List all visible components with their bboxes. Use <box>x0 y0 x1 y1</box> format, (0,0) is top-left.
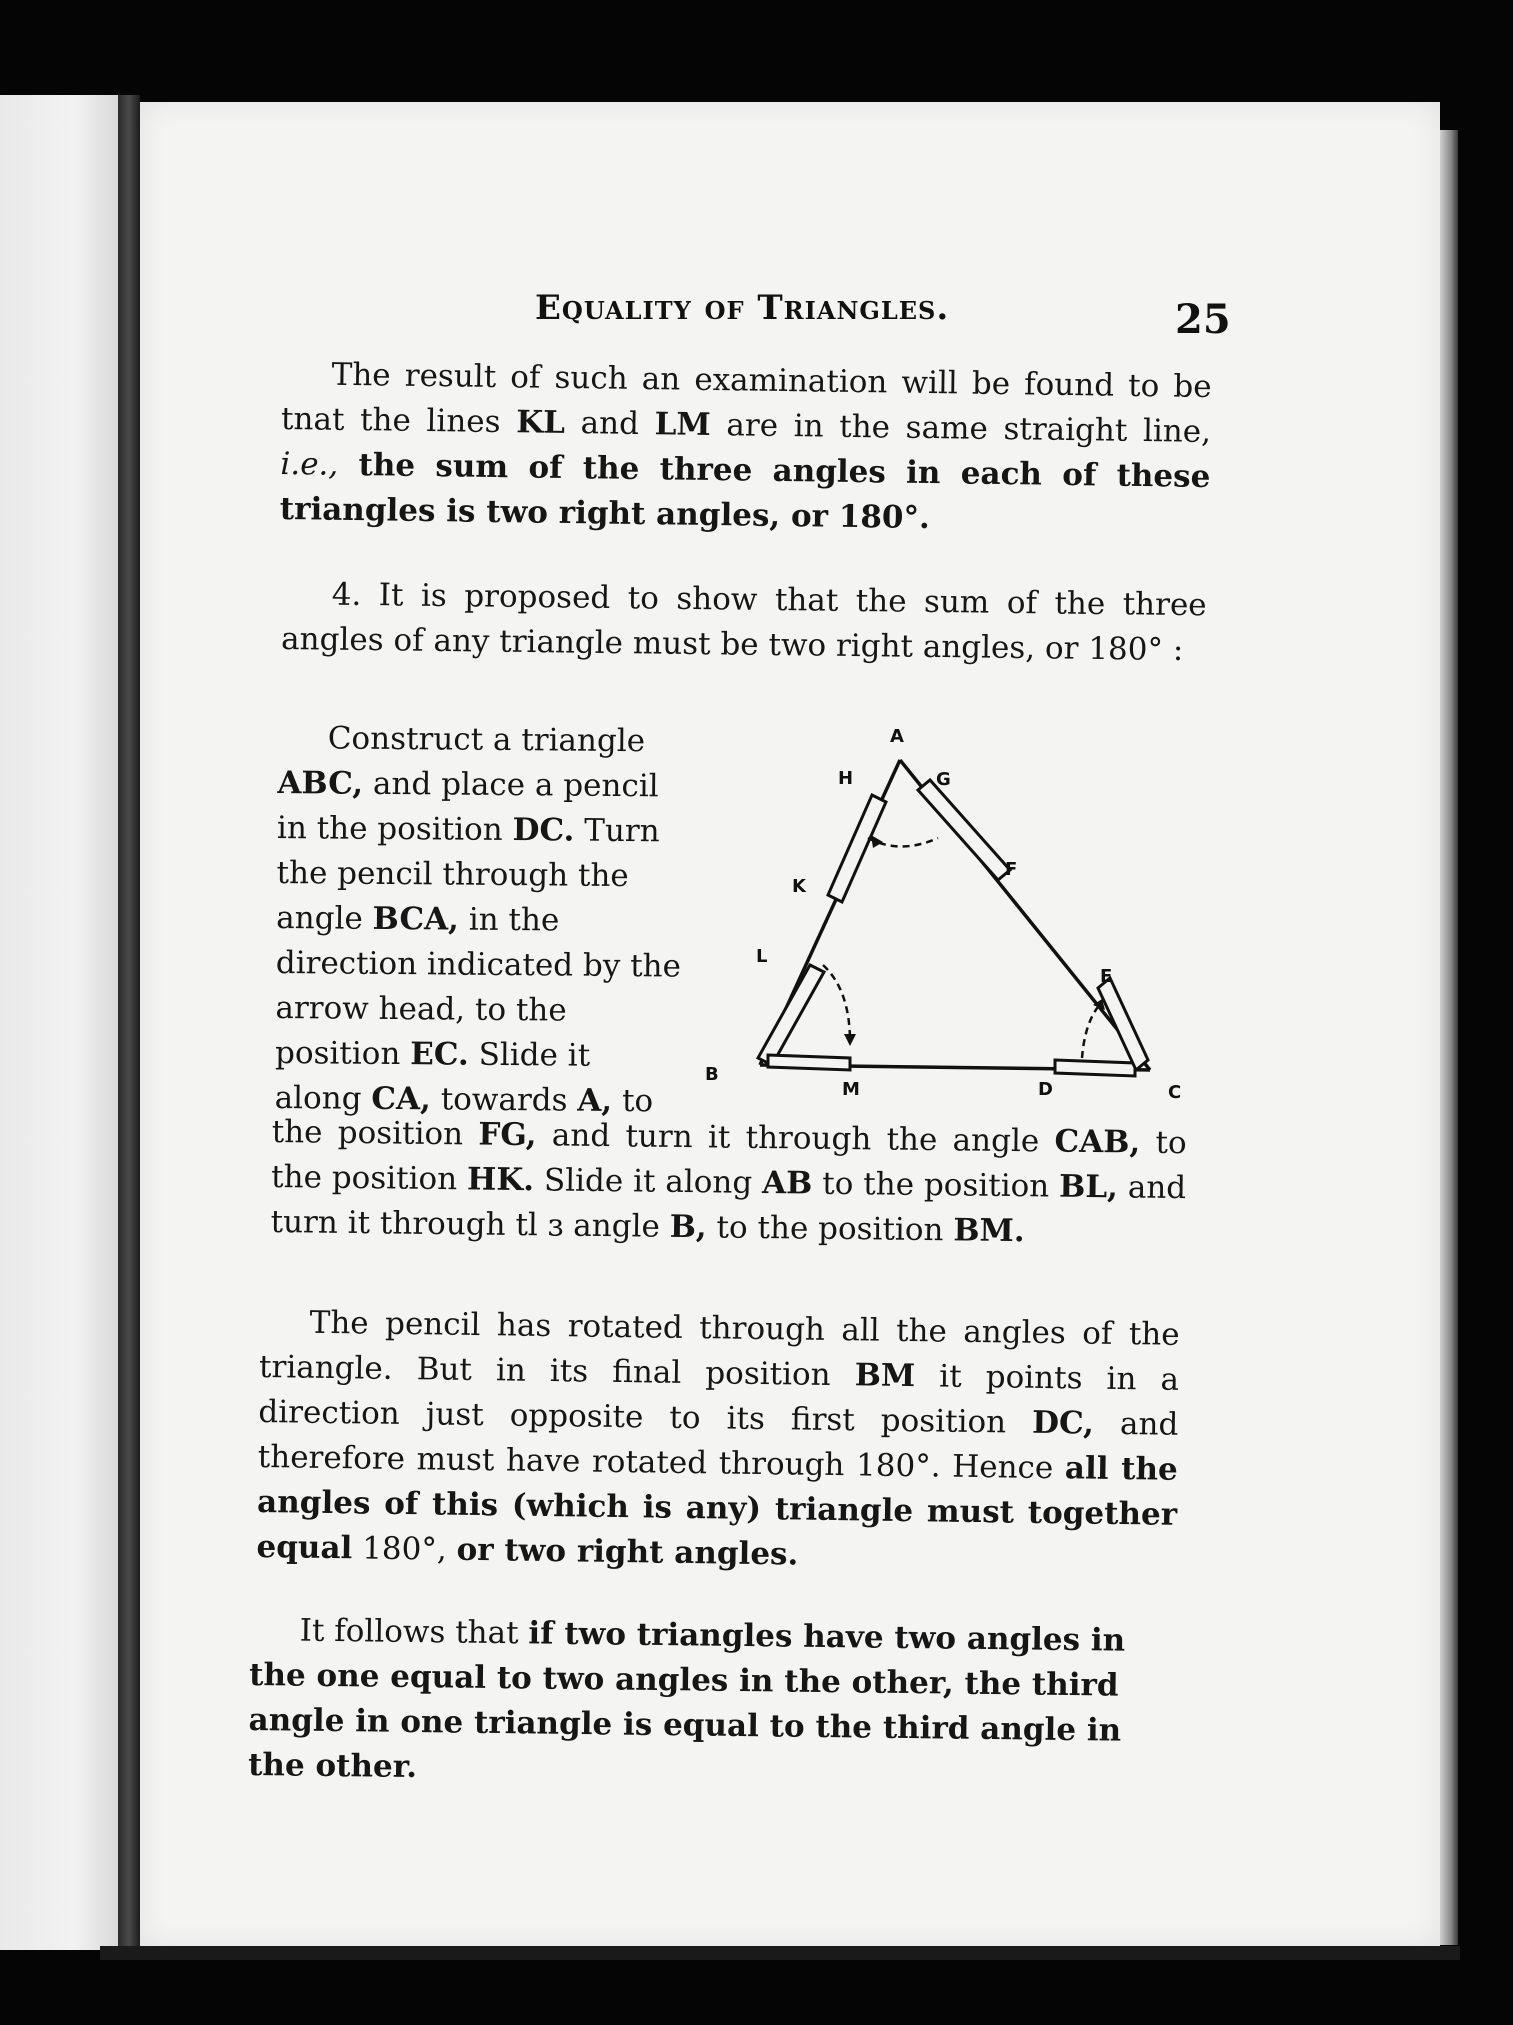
label-k: K <box>792 876 806 897</box>
p4-text-1: The pencil has rotated through all the angles of the triangle. But in its final position <box>258 1304 1180 1394</box>
p1-ie: i.e., <box>280 445 339 483</box>
book-spine <box>118 95 140 1955</box>
pencil-hk <box>828 795 886 902</box>
label-a: A <box>890 726 904 747</box>
paragraph-rotation-argument <box>256 1300 1180 1583</box>
p3a-ec: EC. <box>410 1036 469 1073</box>
label-d: D <box>1038 1079 1053 1100</box>
p3a-a: A, <box>577 1082 613 1119</box>
p1-bold-statement: the sum of the three angles in each of these triangles is two right angles, or 180°. <box>279 446 1211 537</box>
pencil-bm <box>768 1055 850 1070</box>
label-e: E <box>1100 966 1113 987</box>
pencil-ec <box>1098 978 1148 1070</box>
p3a-text-6: towards <box>430 1081 578 1119</box>
p1-text-3: are in the same straight line, <box>710 406 1212 450</box>
paragraph-construction-left <box>274 716 688 1125</box>
pencil-fg <box>918 780 1010 880</box>
arrow-head-b <box>844 1034 856 1046</box>
pencil-bl <box>758 965 824 1065</box>
label-l: L <box>756 946 768 967</box>
p3b-b: B, <box>669 1208 707 1246</box>
left-page-margin <box>0 95 135 1950</box>
p3a-text-4: in the direction indicated by the arrow head, to the position <box>274 901 682 1073</box>
triangle-pencil-diagram <box>690 720 1250 1120</box>
page-edge <box>1440 130 1458 1945</box>
label-m: M <box>842 1079 860 1100</box>
p5-bold-statement: if two triangles have two angles in the one equal to two angles in the other, the third angle in one triangle is equal to the third angle in the other. <box>247 1615 1126 1786</box>
page-number: 25 <box>1175 296 1231 343</box>
p4-text-4: 180°, <box>352 1530 457 1568</box>
arrow-head-a <box>871 835 883 848</box>
p5-text-1: It follows that <box>299 1612 529 1652</box>
p3a-text-2: and place a pencil in the position <box>276 765 659 849</box>
p2-text: 4. It is proposed to show that the sum of the three angles of any triangle must be two right angles, or 180° : <box>280 576 1207 669</box>
p4-bm: BM <box>854 1357 916 1395</box>
p4-bold-2: or two right angles. <box>456 1531 799 1573</box>
bottom-edge <box>100 1946 1460 1960</box>
p3a-text-7: to <box>612 1082 654 1120</box>
p3a-abc: ABC, <box>277 764 364 802</box>
p3b-text-2: and turn it through the angle <box>536 1117 1055 1160</box>
p3b-fg: FG, <box>478 1116 537 1154</box>
p3a-ca: CA, <box>371 1080 432 1118</box>
label-g: G <box>936 769 951 790</box>
label-b: B <box>705 1064 719 1085</box>
p1-kl: KL <box>515 404 566 441</box>
p3a-text-5: Slide it along <box>274 1036 591 1117</box>
arc-angle-b <box>823 965 850 1042</box>
p4-dc: DC, <box>1031 1404 1095 1442</box>
p3b-text-6: and turn it through tl ɜ angle <box>270 1169 1187 1245</box>
paragraph-proposition-4 <box>281 572 1207 673</box>
label-f: F <box>1005 859 1018 880</box>
running-header: Equality of Triangles. <box>535 288 950 328</box>
p1-lm: LM <box>654 406 711 443</box>
p3b-text-3: to the position <box>270 1124 1187 1198</box>
p3a-dc: DC. <box>512 812 575 849</box>
p3a-text-1: Construct a triangle <box>327 720 646 760</box>
paragraph-examination-result <box>279 352 1211 545</box>
p1-text-1: The result of such an examination will be found to be tnat the lines <box>280 356 1212 441</box>
p3a-bca: BCA, <box>372 900 460 938</box>
p3b-cab: CAB, <box>1054 1123 1141 1161</box>
label-h: H <box>838 768 854 789</box>
p3b-ab: AB <box>761 1164 813 1202</box>
paragraph-construction-continued <box>270 1110 1187 1256</box>
p3a-text-3: Turn the pencil through the angle <box>276 812 660 937</box>
arc-angle-c <box>1082 1002 1102 1058</box>
p3b-text-4: Slide it along <box>533 1162 763 1201</box>
p4-text-2: it points in a direction just opposite to its first position <box>258 1358 1180 1441</box>
label-c: C <box>1168 1082 1182 1103</box>
paragraph-corollary <box>248 1608 1170 1799</box>
p3b-hk: HK. <box>466 1161 535 1199</box>
p4-bold-1: all the angles of this (which is any) triangle must together equal <box>256 1450 1178 1567</box>
p3b-text-5: to the position <box>812 1165 1060 1205</box>
p3b-bm: BM. <box>953 1212 1025 1250</box>
p3b-bl: BL, <box>1058 1168 1119 1206</box>
pencil-dc <box>1055 1060 1135 1076</box>
p3b-text-1: the position <box>271 1113 479 1153</box>
p3b-text-7: to the position <box>706 1209 954 1249</box>
p4-text-3: and therefore must have rotated through 180°. Hence <box>257 1405 1179 1487</box>
p1-text-2: and <box>564 404 655 443</box>
